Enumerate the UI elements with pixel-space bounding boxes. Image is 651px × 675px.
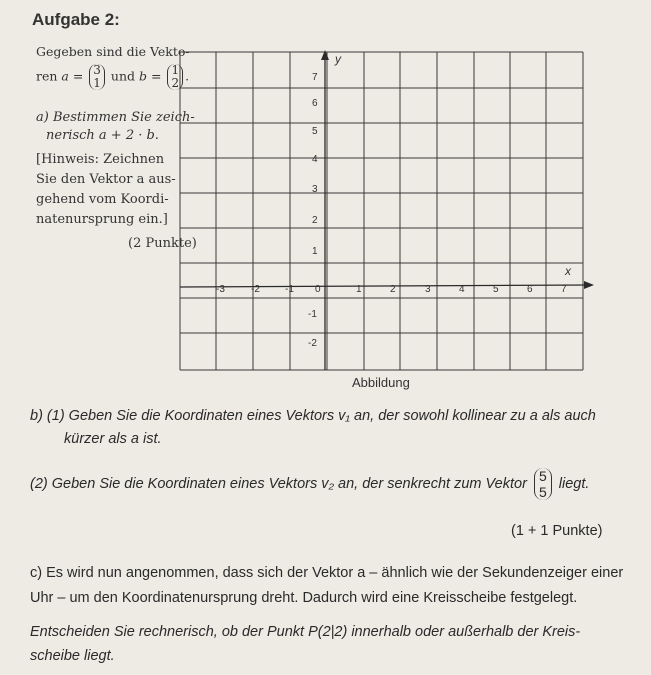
x-tick-label: -2 <box>251 284 260 295</box>
y-tick-label: -1 <box>308 309 317 320</box>
vector-a-y: 1 <box>93 76 101 90</box>
y-tick-labels <box>308 72 318 349</box>
part-b-q2 <box>30 468 589 500</box>
part-a-points: (2 Punkte) <box>128 236 197 251</box>
y-tick-label: 1 <box>312 246 318 257</box>
vector-5-5 <box>534 468 552 500</box>
part-a-nerisch: nerisch <box>46 128 95 143</box>
x-tick-label: 4 <box>459 284 465 295</box>
x-tick-label: -3 <box>216 284 225 295</box>
part-b-q2-text: (2) Geben Sie die Koordinaten eines Vektors v₂ an, der senkrecht zum Vektor <box>30 475 527 492</box>
y-tick-label: 7 <box>312 72 318 83</box>
x-tick-label: 5 <box>493 284 499 295</box>
x-tick-label: 1 <box>356 284 362 295</box>
y-tick-label: 4 <box>312 154 318 165</box>
part-b-q1-text2: kürzer als a ist. <box>64 431 162 447</box>
grid-lines <box>180 52 583 370</box>
intro-line2: ren a = 3 1 und b = 1 2 . <box>36 63 190 90</box>
vector-a-name: a <box>61 68 69 84</box>
hint-line3: gehend vom Koordi- <box>36 192 169 207</box>
hint-line1: [Hinweis: Zeichnen <box>36 152 165 167</box>
x-tick-label: 3 <box>425 284 431 295</box>
x-tick-label: 2 <box>390 284 396 295</box>
x-tick-label: 6 <box>527 284 533 295</box>
task-title: Aufgabe 2: <box>32 10 120 29</box>
y-tick-label: -2 <box>308 338 317 349</box>
part-b-q1-line1 <box>30 408 596 424</box>
vector-b-y: 2 <box>171 76 180 90</box>
y-tick-label: 6 <box>312 98 318 109</box>
intro-und: und <box>110 68 136 84</box>
hint-line2: Sie den Vektor a aus- <box>36 172 176 187</box>
part-b-points: (1 + 1 Punkte) <box>511 523 603 539</box>
x-axis-label: x <box>565 264 571 278</box>
part-b-q1-text: b) (1) Geben Sie die Koordinaten eines Vektors v₁ an, der sowohl kollinear zu a als auch <box>30 408 596 424</box>
part-b-q1-line2 <box>64 431 162 447</box>
part-c-line2: Uhr – um den Koordinatenursprung dreht. Dadurch wird eine Kreisscheibe festgelegt. <box>30 590 578 606</box>
y-tick-label: 2 <box>312 215 318 226</box>
intro-period: . <box>185 68 190 84</box>
part-c-line3 <box>30 624 580 640</box>
intro-ren: ren <box>36 68 58 84</box>
x-tick-label: -1 <box>285 284 294 295</box>
x-tick-label: 7 <box>561 284 567 295</box>
vector-a-x: 3 <box>93 63 101 77</box>
part-c-line3-text: Entscheiden Sie rechnerisch, ob der Punkt P(2|2) innerhalb oder außerhalb der Kreis- <box>30 624 581 640</box>
part-c-line4 <box>30 648 115 664</box>
vector-5-5-x: 5 <box>538 468 547 484</box>
y-tick-label: 5 <box>312 126 318 137</box>
part-c-line1: c) Es wird nun angenommen, dass sich der Vektor a – ähnlich wie der Sekundenzeiger einer <box>30 565 624 581</box>
figure-caption: Abbildung <box>352 375 410 390</box>
x-tick-label: 0 <box>315 284 321 295</box>
x-axis-arrow <box>584 281 594 289</box>
part-a-expression: a + 2 · b. <box>98 128 159 143</box>
y-tick-label: 3 <box>312 184 318 195</box>
vector-5-5-y: 5 <box>538 484 547 500</box>
intro-line1: Gegeben sind die Vekto- <box>36 44 190 59</box>
part-a-line1: a) Bestimmen Sie zeich- <box>36 110 195 125</box>
vector-b-x: 1 <box>171 63 180 77</box>
hint-line4: natenursprung ein.] <box>36 212 168 227</box>
part-b-q2-end: liegt. <box>558 475 590 492</box>
y-axis-label: y <box>335 52 341 66</box>
part-c-line4-text: scheibe liegt. <box>30 648 115 664</box>
vector-b-name: b <box>139 68 148 84</box>
